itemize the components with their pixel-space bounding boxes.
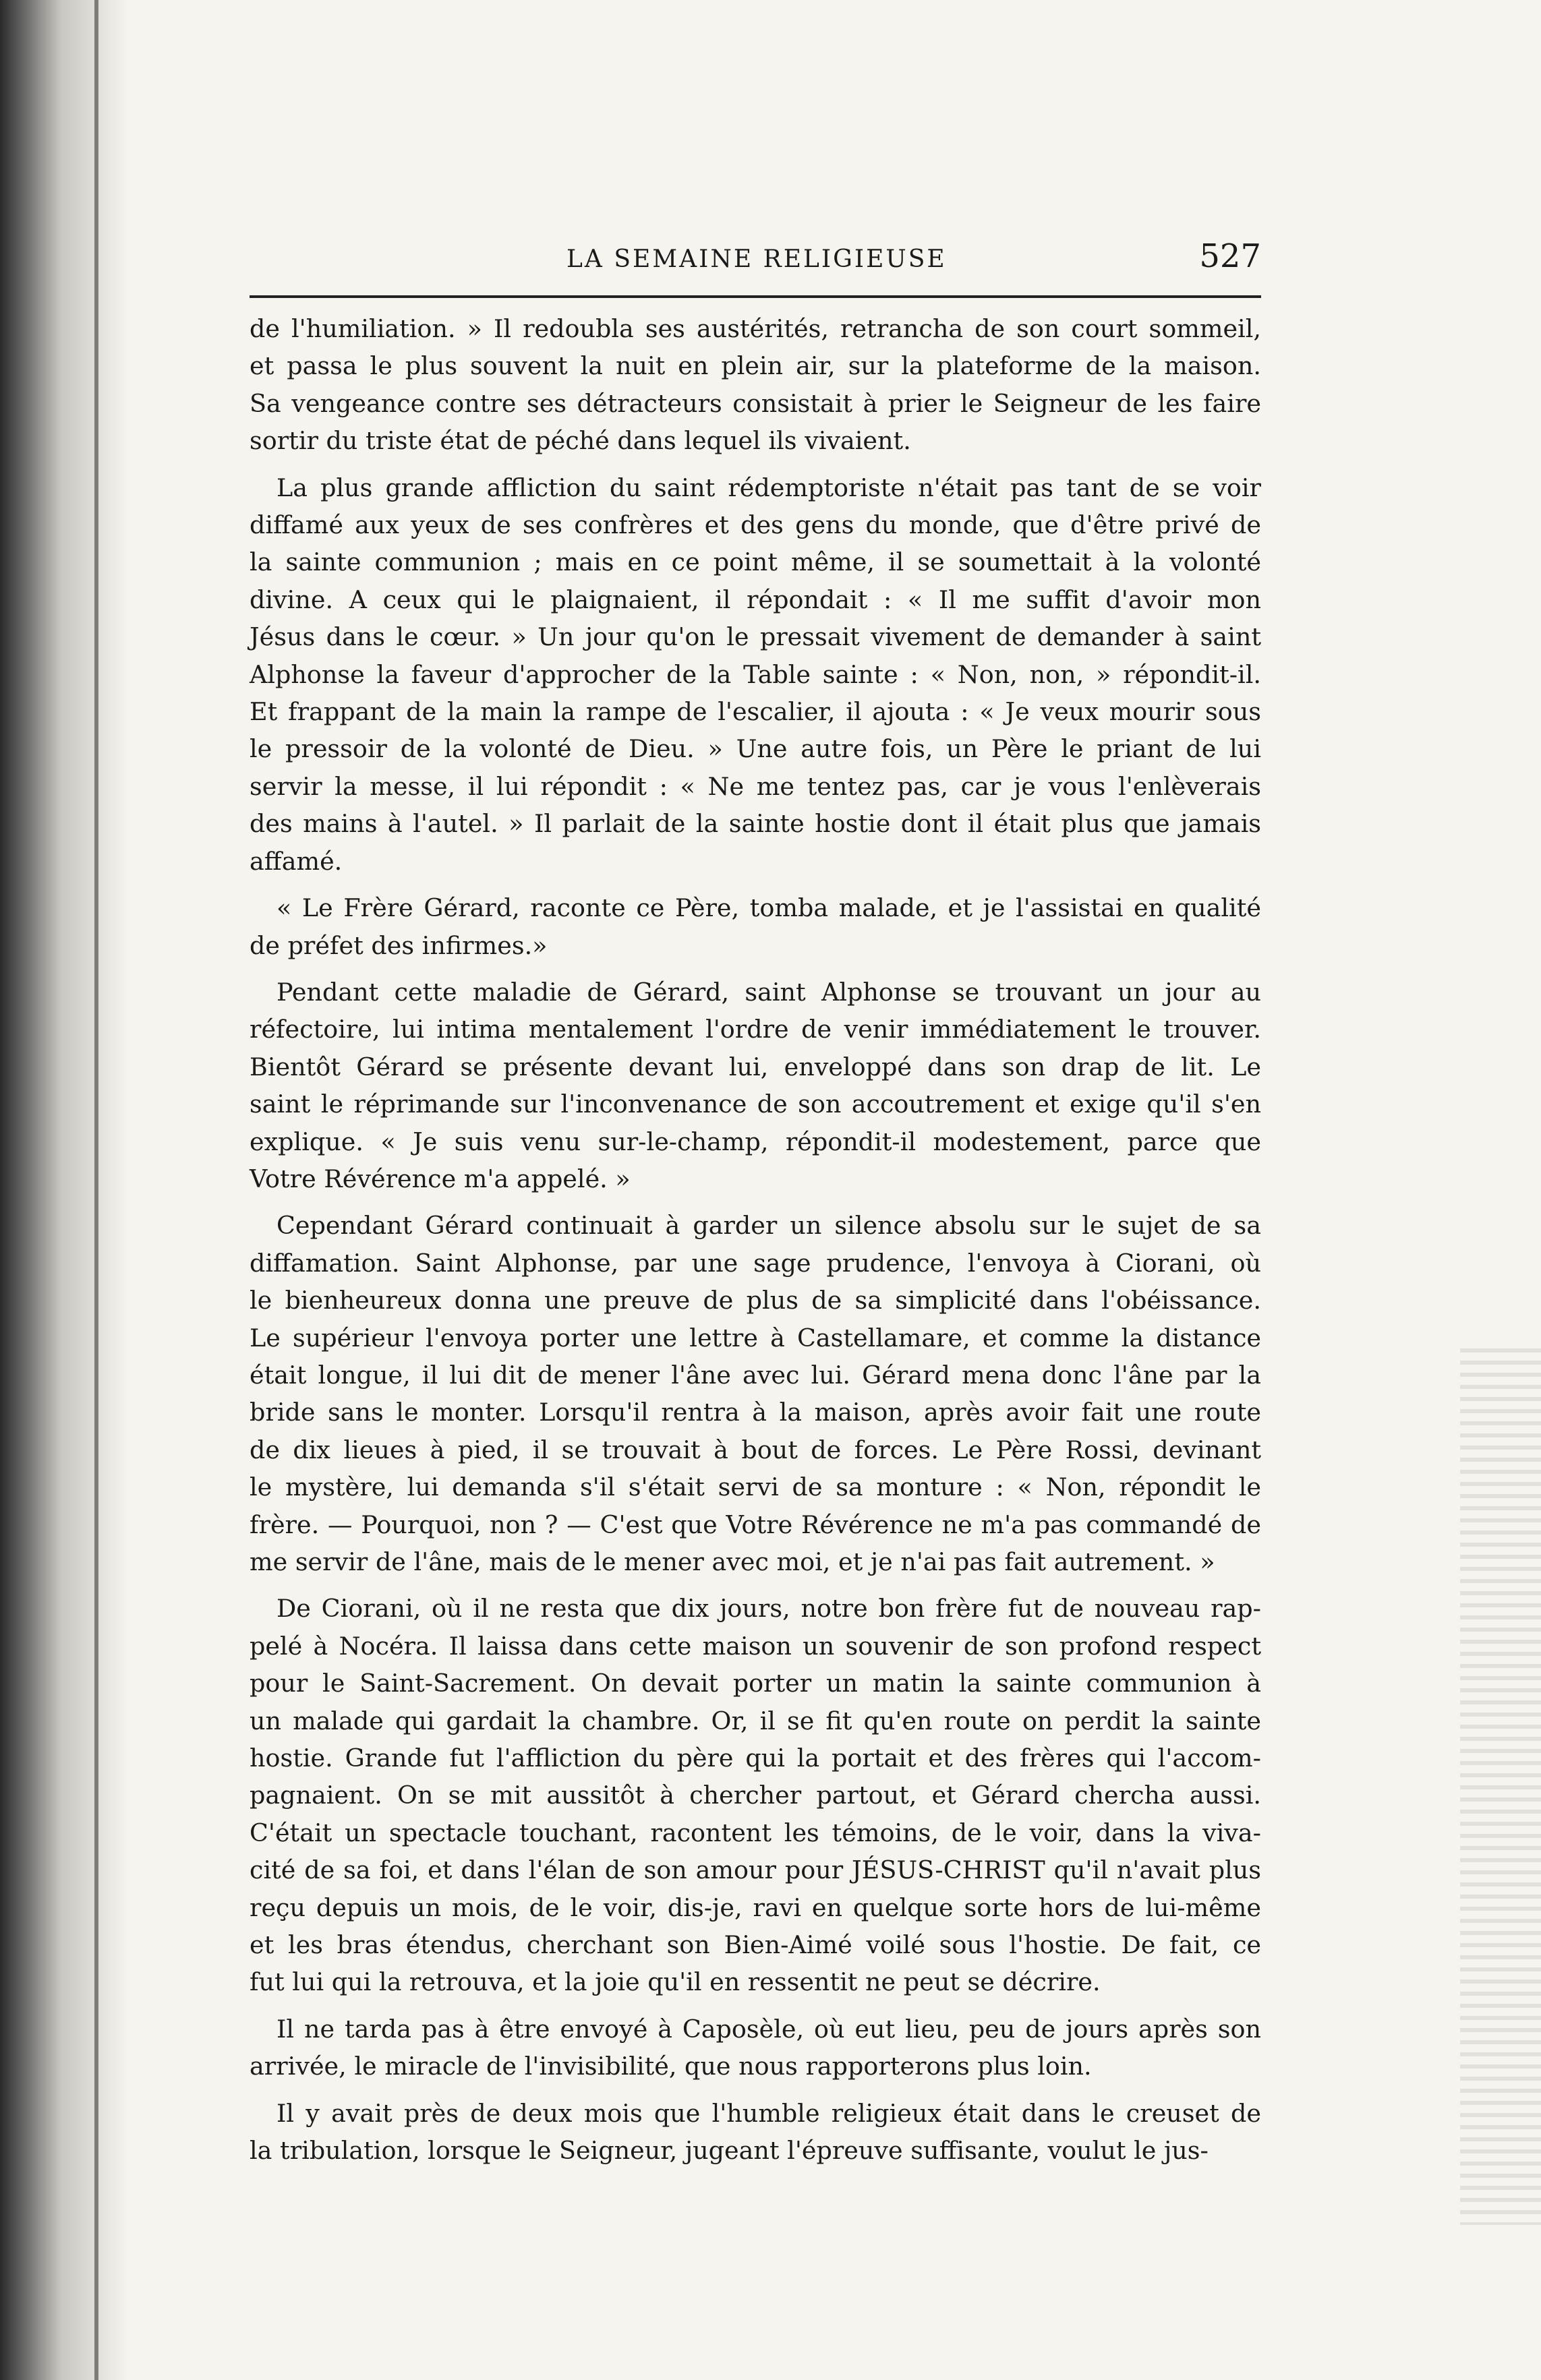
text-line: Il y avait près de deux mois que l'humble religieux était dans le creuset de (277, 2098, 1261, 2128)
text-line: et passa le plus souvent la nuit en plein air, sur la plateforme de la maison. (250, 351, 1261, 381)
text-line: arrivée, le miracle de l'invisibilité, que nous rapporterons plus loin. (250, 2052, 1092, 2081)
text-line: divine. A ceux qui le plaignaient, il répondait : « Il me suffit d'avoir mon (250, 585, 1261, 614)
text-line: affamé. (250, 846, 343, 876)
binding-edge (94, 0, 98, 2380)
running-header (250, 237, 1261, 285)
text-line: Le supérieur l'envoya porter une lettre à Castellamare, et comme la distance (250, 1323, 1261, 1352)
text-line: De Ciorani, où il ne resta que dix jours, notre bon frère fut de nouveau rap- (277, 1594, 1261, 1624)
text-line: Alphonse la faveur d'approcher de la Table sainte : « Non, non, » répondit-il. (250, 659, 1261, 689)
text-line: Votre Révérence m'a appelé. » (250, 1164, 631, 1193)
paragraph (250, 310, 1261, 460)
text-line: fut lui qui la retrouva, et la joie qu'il en ressentit ne peut se décrire. (250, 1967, 1101, 1997)
text-line: la tribulation, lorsque le Seigneur, jugeant l'épreuve suffisante, voulut le jus- (250, 2136, 1209, 2166)
text-line: bride sans le monter. Lorsqu'il rentra à la maison, après avoir fait une route (250, 1398, 1261, 1427)
text-line: Il ne tarda pas à être envoyé à Caposèle, où eut lieu, peu de jours après son (277, 2014, 1261, 2044)
text-line: hostie. Grande fut l'affliction du père qui la portait et des frères qui l'accom- (250, 1744, 1261, 1773)
text-line: saint le réprimande sur l'inconvenance de son accoutrement et exige qu'il s'en (250, 1090, 1261, 1119)
text-line: explique. « Je suis venu sur-le-champ, répondit-il modestement, parce que (250, 1127, 1261, 1156)
paragraph (250, 469, 1261, 880)
text-line: de préfet des infirmes.» (250, 930, 548, 960)
text-line: des mains à l'autel. » Il parlait de la sainte hostie dont il était plus que jamais (250, 809, 1261, 839)
text-line: un malade qui gardait la chambre. Or, il se fit qu'en route on perdit la sainte (250, 1706, 1261, 1735)
text-line: cité de sa foi, et dans l'élan de son amour pour JÉSUS-CHRIST qu'il n'avait plus (250, 1855, 1261, 1885)
text-line: réfectoire, lui intima mentalement l'ordre de venir immédiatement le trouver. (250, 1015, 1261, 1044)
text-line: « Le Frère Gérard, raconte ce Père, tomba malade, et je l'assistai en qualité (277, 893, 1261, 923)
text-line: La plus grande affliction du saint rédemptoriste n'était pas tant de se voir (277, 473, 1261, 502)
text-line: sortir du triste état de péché dans lequel ils vivaient. (250, 426, 911, 456)
book-binding-shadow (0, 0, 128, 2380)
paragraph (250, 2011, 1261, 2085)
text-line: C'était un spectacle touchant, racontent les témoins, de le voir, dans la viva- (250, 1818, 1261, 1847)
text-line: servir la messe, il lui répondit : « Ne me tentez pas, car je vous l'enlèverais (250, 771, 1261, 801)
paragraph (250, 1207, 1261, 1580)
text-line: Cependant Gérard continuait à garder un silence absolu sur le sujet de sa (277, 1211, 1261, 1241)
text-line: le mystère, lui demanda s'il s'était servi de sa monture : « Non, répondit le (250, 1472, 1261, 1502)
text-line: Sa vengeance contre ses détracteurs consistait à prier le Seigneur de les faire (250, 388, 1261, 418)
text-line: et les bras étendus, cherchant son Bien-Aimé voilé sous l'hostie. De fait, ce (250, 1930, 1261, 1960)
text-line: Bientôt Gérard se présente devant lui, enveloppé dans son drap de lit. Le (250, 1052, 1261, 1081)
text-line: la sainte communion ; mais en ce point même, il se soumettait à la volonté (250, 547, 1261, 577)
page-edge-speckle (1460, 1348, 1541, 2225)
text-line: diffamé aux yeux de ses confrères et des gens du monde, que d'être privé de (250, 510, 1261, 540)
text-line: reçu depuis un mois, de le voir, dis-je, ravi en quelque sorte hors de lui-même (250, 1893, 1261, 1922)
page-number: 527 (1199, 237, 1261, 275)
body-text (250, 310, 1261, 2170)
paragraph (250, 1590, 1261, 2000)
text-line: le pressoir de la volonté de Dieu. » Une autre fois, un Père le priant de lui (250, 734, 1261, 764)
text-line: de dix lieues à pied, il se trouvait à bout de forces. Le Père Rossi, devinant (250, 1435, 1261, 1464)
text-line: Et frappant de la main la rampe de l'escalier, il ajouta : « Je veux mourir sous (250, 697, 1261, 727)
text-line: pagnaient. On se mit aussitôt à chercher partout, et Gérard chercha aussi. (250, 1781, 1261, 1810)
header-rule (250, 295, 1261, 298)
paragraph (250, 2095, 1261, 2170)
text-line: Pendant cette maladie de Gérard, saint Alphonse se trouvant un jour au (277, 977, 1261, 1007)
paragraph (250, 974, 1261, 1197)
text-line: pelé à Nocéra. Il laissa dans cette maison un souvenir de son profond respect (250, 1631, 1261, 1661)
running-title: LA SEMAINE RELIGIEUSE (566, 245, 947, 273)
text-line: pour le Saint-Sacrement. On devait porter un matin la sainte communion à (250, 1669, 1261, 1698)
text-line: frère. — Pourquoi, non ? — C'est que Votre Révérence ne m'a pas commandé de (250, 1510, 1261, 1539)
text-line: le bienheureux donna une preuve de plus de sa simplicité dans l'obéissance. (250, 1286, 1261, 1315)
text-line: de l'humiliation. » Il redoubla ses austérités, retrancha de son court sommeil, (250, 314, 1261, 343)
text-line: était longue, il lui dit de mener l'âne avec lui. Gérard mena donc l'âne par la (250, 1360, 1261, 1390)
paragraph (250, 889, 1261, 964)
text-line: me servir de l'âne, mais de le mener avec moi, et je n'ai pas fait autrement. » (250, 1547, 1215, 1576)
text-line: Jésus dans le cœur. » Un jour qu'on le pressait vivement de demander à saint (250, 622, 1261, 652)
text-line: diffamation. Saint Alphonse, par une sage prudence, l'envoya à Ciorani, où (250, 1248, 1261, 1278)
